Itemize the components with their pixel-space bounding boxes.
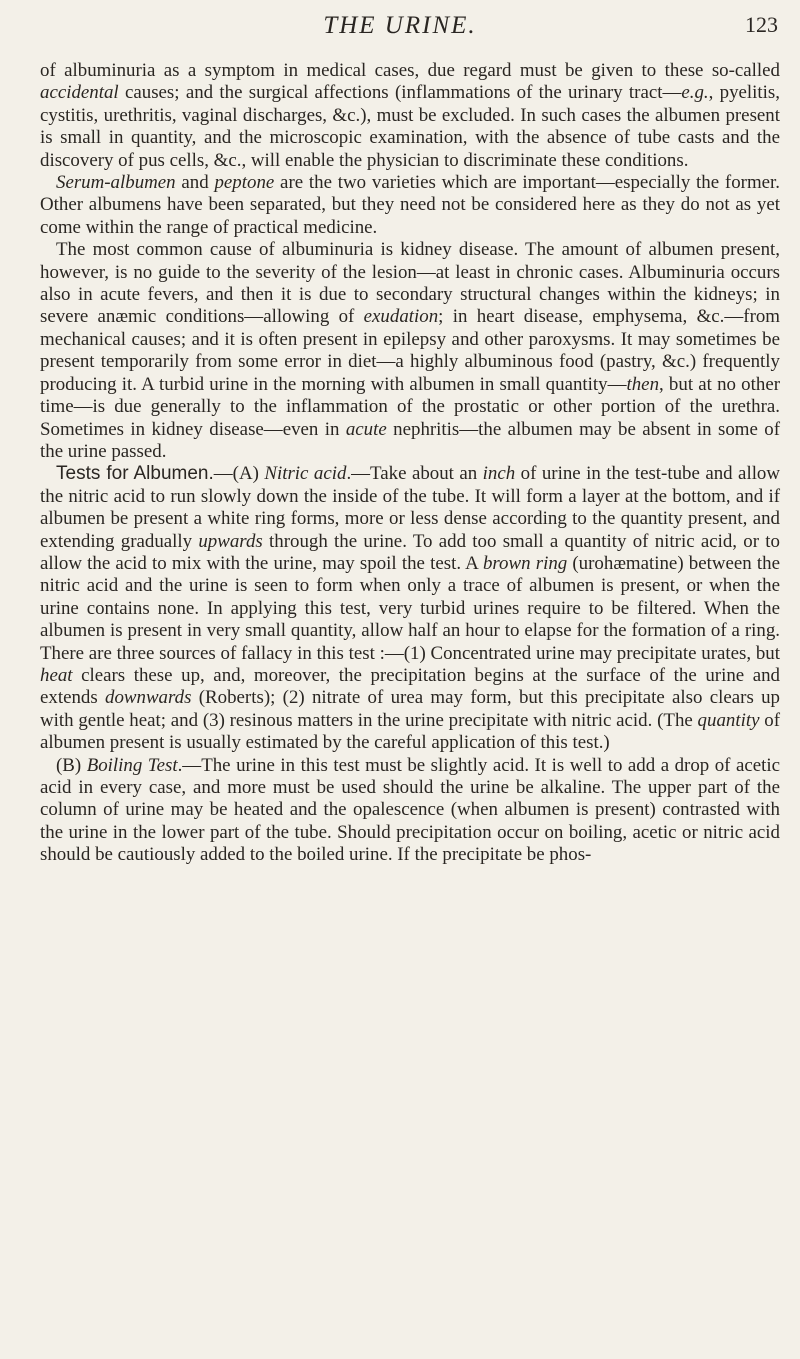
- italic-text: exudation: [363, 306, 439, 328]
- italic-text: Boiling Test: [86, 754, 178, 776]
- italic-text: quantity: [697, 709, 760, 731]
- text-run: —(A): [213, 463, 265, 485]
- text-run: causes; and the surgical affections (inflammations of the urinary tract—: [118, 82, 682, 104]
- text-run: (Roberts); (2) nitrate of urea may form, but this precipitate also clears up with gentle heat; and (3) resinous matters in the urine precipitate with nitric acid. (The: [40, 687, 780, 731]
- running-head: [0, 2, 800, 42]
- italic-text: Serum-albumen: [56, 172, 176, 194]
- text-run: through the urine. To add too small a quantity of nitric acid, or to allow the acid to mix with the urine, may spoil the test. A: [40, 530, 780, 574]
- italic-text: downwards: [105, 687, 192, 709]
- text-run: The most common cause of albuminuria is kidney disease. The amount of albumen present, however, is no guide to the severity of the lesion—at least in chronic cases. Albuminuria occurs also in acute fevers, and then it is due to secondary structural changes within the kidneys; in severe anæmic conditions—allowing of: [40, 239, 780, 328]
- text-run: are the two varieties which are important—especially the former. Other albumens have been separated, but they need not be considered here as they do not as yet come within the range of practical medicine.: [40, 172, 780, 238]
- text-run: , but at no other time—is due generally to the inflammation of the prostatic or other portion of the urethra. Sometimes in kidney disease—even in: [40, 373, 780, 440]
- text-run: .—The urine in this test must be slightly acid. It is well to add a drop of acetic acid in every case, and more must be used should the urine be alkaline. The upper part of the column of urine may be heated and the opalescence (when albumen is present) contrasted with the urine in the lower part of the tube. Should precipitation occur on boiling, acetic or nitric acid should be cautiously added to the boiled urine. If the precipitate be phos-: [40, 754, 780, 866]
- italic-text: upwards: [198, 530, 263, 552]
- text-run: and: [175, 172, 215, 194]
- italic-text: then: [626, 373, 660, 395]
- italic-text: e.g.: [681, 82, 709, 104]
- text-run: of albuminuria as a symptom in medical cases, due regard must be given to these so-called: [40, 60, 780, 81]
- text-run: of albumen present is usually estimated by the careful application of this test.): [40, 709, 780, 754]
- paragraph: [40, 755, 780, 867]
- paragraph: [40, 239, 780, 463]
- italic-text: heat: [40, 664, 73, 686]
- body-text: [40, 60, 780, 867]
- text-run: .—Take about an: [346, 463, 483, 485]
- text-run: clears these up, and, moreover, the precipitation begins at the surface of the urine and extends: [40, 664, 780, 709]
- text-run: , pyelitis, cystitis, urethritis, vaginal discharges, &c.), must be excluded. In such cases the albumen present is small in quantity, and the microscopic examination, with the absence of tube casts and the discovery of pus cells, &c., will enable the physician to discriminate these conditions.: [40, 82, 781, 171]
- text-run: nephritis—the albumen may be absent in some of the urine passed.: [40, 418, 780, 462]
- italic-text: accidental: [40, 82, 119, 104]
- italic-text: inch: [482, 463, 516, 485]
- paragraph: [40, 172, 780, 239]
- text-run: of urine in the test-tube and allow the nitric acid to run slowly down the inside of the tube. It will form a layer at the bottom, and if albumen be present a white ring forms, more or less dense according to the quantity present, and extending gradually: [40, 463, 781, 552]
- text-run: (urohæmatine) between the nitric acid and the urine is seen to form when only a trace of albumen is present, or when the urine contains none. In applying this test, very turbid urines require to be filtered. When the albumen is present in very small quantity, allow half an hour to elapse for the formation of a ring. There are three sources of fallacy in this test :—(1) Concentrated urine may precipitate urates, but: [40, 552, 780, 664]
- paragraph: [40, 463, 780, 754]
- italic-text: brown ring: [482, 552, 568, 574]
- text-run: (B): [56, 754, 87, 776]
- paragraph: [40, 60, 780, 172]
- italic-text: peptone: [214, 172, 275, 194]
- page-number: 123: [745, 12, 778, 37]
- text-run: ; in heart disease, emphysema, &c.—from mechanical causes; and it is often present in epilepsy and other paroxysms. It may sometimes be present temporarily from some error in diet—a highly albuminous food (pastry, &c.) frequently producing it. A turbid urine in the morning with albumen in small quantity—: [40, 306, 780, 395]
- italic-text: acute: [345, 418, 387, 440]
- section-heading: Tests for Albumen.: [56, 463, 214, 485]
- italic-text: Nitric acid: [264, 463, 347, 485]
- running-title: THE URINE.: [323, 12, 477, 39]
